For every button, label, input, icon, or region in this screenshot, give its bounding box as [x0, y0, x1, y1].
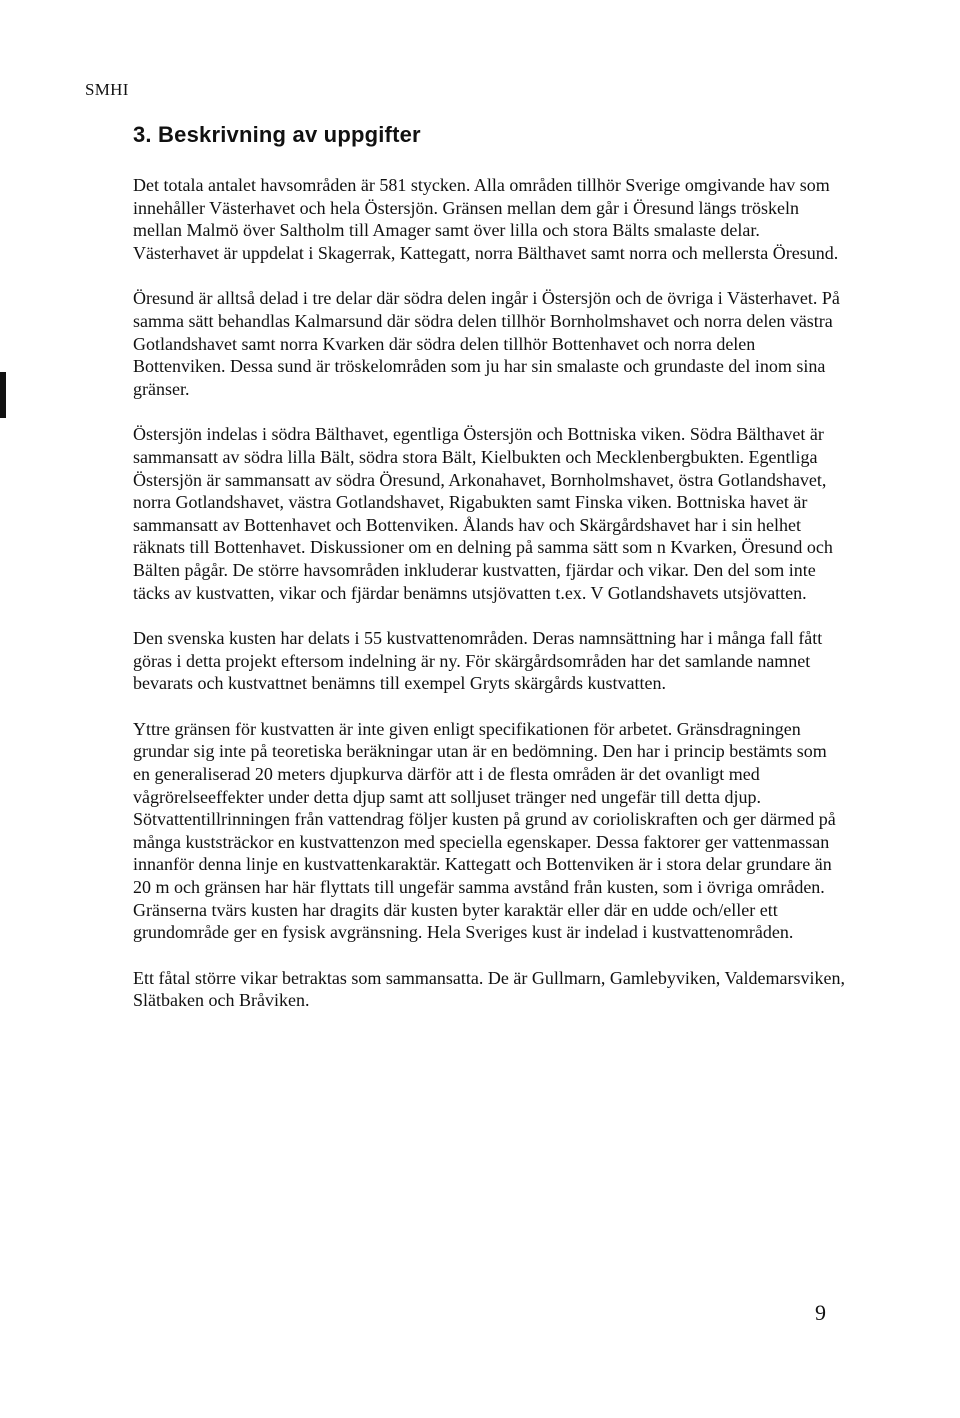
paragraph-2: Öresund är alltså delad i tre delar där södra delen ingår i Östersjön och de övriga i Västerhavet. På samma sätt behandlas Kalmarsund där södra delen tillhör Bornholmshavet och norra delen västra Gotlandshavet samt norra Kvarken där södra delen tillhör Bottenhavet och norra delen Bottenviken. Dessa sund är tröskelområden som ju har sin smalaste och grundaste del inom sina gränser.	[133, 288, 840, 399]
page-number: 9	[815, 1300, 826, 1325]
paragraph-6: Ett fåtal större vikar betraktas som sammansatta. De är Gullmarn, Gamlebyviken, Valdemarsviken, Slätbaken och Bråviken.	[133, 967, 845, 1011]
paragraph-4: Den svenska kusten har delats i 55 kustvattenområden. Deras namnsättning har i många fall fått göras i detta projekt eftersom indelning är ny. För skärgårdsområden har det samlande namnet bevarats och kustvattnet benämns till exempel Gryts skärgårds kustvatten.	[133, 628, 823, 694]
scan-margin-mark	[0, 372, 6, 418]
page-header-org: SMHI	[85, 80, 129, 99]
paragraph-3: Östersjön indelas i södra Bälthavet, egentliga Östersjön och Bottniska viken. Södra Bälthavet är sammansatt av södra lilla Bält, södra stora Bält, Kielbukten och Mecklenbergbukten. Egentliga Östersjön är sammansatt av södra Öresund, Arkonahavet, Bornholmshavet, östra Gotlandshavet, norra Gotlandshavet, västra Gotlandshavet, Rigabukten samt Finska viken. Bottniska havet är sammansatt av Bottenhavet och Bottenviken. Ålands hav och Skärgårdshavet har i sin helhet räknats till Bottenhavet. Diskussioner om en delning på samma sätt som n Kvarken, Öresund och Bälten pågår. De större havsområden inkluderar kustvatten, fjärdar och vikar. Den del som inte täcks av kustvatten, vikar och fjärdar benämns utsjövatten t.ex. V Gotlandshavets utsjövatten.	[133, 424, 833, 603]
section-title: 3. Beskrivning av uppgifter	[133, 122, 421, 147]
paragraph-1: Det totala antalet havsområden är 581 stycken. Alla områden tillhör Sverige omgivande hav som innehåller Västerhavet och hela Östersjön. Gränsen mellan dem går i Öresund längs tröskeln mellan Malmö över Saltholm till Amager samt över lilla och stora Bälts smalaste delar. Västerhavet är uppdelat i Skagerrak, Kattegatt, norra Bälthavet samt norra och mellersta Öresund.	[133, 175, 839, 263]
document-body	[133, 174, 848, 1035]
paragraph-5: Yttre gränsen för kustvatten är inte given enligt specifikationen för arbetet. Gränsdragningen grundar sig inte på teoretiska beräkningar utan är en bedömning. Den har i princip bestämts som en generaliserad 20 meters djupkurva därför att i de flesta områden är det ovanligt med vågrörelseeffekter under detta djup samt att solljuset tränger ned ungefär till detta djup. Sötvattentillrinningen från vattendrag följer kusten på grund av corioliskraften och ger därmed på många kuststräckor en kustvattenzon med speciella egenskaper. Dessa faktorer ger vattenmassan innanför denna linje en kustvattenkaraktär. Kattegatt och Bottenviken är i stora delar grundare än 20 m och gränsen har här flyttats till ungefär samma avstånd från kusten, som i övriga områden. Gränserna tvärs kusten har dragits där kusten byter karaktär eller där en udde och/eller ett grundområde ger en fysisk avgränsning. Hela Sveriges kust är indelad i kustvattenområden.	[133, 718, 836, 943]
